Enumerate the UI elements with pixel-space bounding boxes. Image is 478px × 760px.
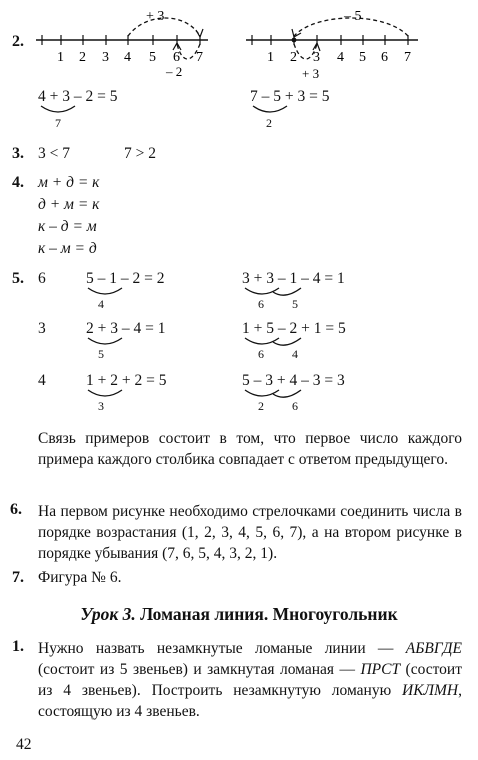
brace-result: 6 xyxy=(258,347,264,361)
brace-result: 6 xyxy=(292,399,298,413)
brace-result: 3 xyxy=(98,399,104,413)
inequality: 7 > 2 xyxy=(124,145,156,162)
task6-text: На первом рисунке необходимо стрелочками соединить числа в порядке возрастания (1, 2, 3, 4, 5, 6, 7), а на втором рисунке в порядке убывания (7, 6, 5, 4, 3, 2, 1). xyxy=(38,503,462,562)
expression: 5 – 1 – 2 = 2 xyxy=(86,270,165,287)
expression: 1 + 2 + 2 = 5 xyxy=(86,372,167,389)
number-line-1 xyxy=(36,6,212,80)
row-number: 6 xyxy=(38,270,46,287)
row-number: 3 xyxy=(38,320,46,337)
tick-label: 7 xyxy=(196,50,203,65)
expression: 3 + 3 – 1 – 4 = 1 xyxy=(242,270,345,287)
tick-label: 7 xyxy=(404,50,411,65)
brace xyxy=(243,336,323,350)
tick-label: 3 xyxy=(313,50,320,65)
lesson-name: Ломаная линия. Многоугольник xyxy=(135,604,398,624)
expression: 2 + 3 – 4 = 1 xyxy=(86,320,166,337)
brace xyxy=(243,388,323,402)
text-segment: , состоящую из 4 звеньев. xyxy=(38,682,462,720)
expression: 5 – 3 + 4 – 3 = 3 xyxy=(242,372,345,389)
task-number-5: 5. xyxy=(12,270,24,287)
brace-result: 2 xyxy=(258,399,264,413)
brace-result: 7 xyxy=(55,116,61,130)
tick-label: 1 xyxy=(267,50,274,65)
lesson-task1-text xyxy=(38,638,462,722)
brace-result: 6 xyxy=(258,297,264,311)
tick-label: 4 xyxy=(337,50,344,65)
number-line-2 xyxy=(246,6,422,80)
task-number-3: 3. xyxy=(12,145,24,162)
tick-label: 6 xyxy=(381,50,388,65)
brace xyxy=(86,286,126,300)
brace xyxy=(86,336,126,350)
arc-minus-label-1: – 2 xyxy=(166,64,183,79)
task-number-2: 2. xyxy=(12,33,24,50)
task-number-7: 7. xyxy=(12,569,24,586)
arc-plus-label-1: + 3 xyxy=(146,9,165,24)
lesson-task-number-1: 1. xyxy=(12,638,24,655)
row-number: 4 xyxy=(38,372,46,389)
expression: 1 + 5 – 2 + 1 = 5 xyxy=(242,320,346,337)
tick-label: 2 xyxy=(290,50,297,65)
task5-explanation: Связь примеров состоит в том, что первое число каждого примера каждого столбика совпадает с ответом предыдущего. xyxy=(38,430,462,468)
expression: 4 + 3 – 2 = 5 xyxy=(38,88,118,105)
inequality: 3 < 7 xyxy=(38,145,70,162)
tick-label: 5 xyxy=(149,50,156,65)
equation: к – д = м xyxy=(38,218,97,235)
brace-result: 5 xyxy=(292,297,298,311)
brace-result: 5 xyxy=(98,347,104,361)
tick-label: 5 xyxy=(359,50,366,65)
page-number: 42 xyxy=(16,736,32,753)
polyline-name: ИКЛМН xyxy=(402,682,459,699)
equation: к – м = д xyxy=(38,240,97,257)
expression: 7 – 5 + 3 = 5 xyxy=(250,88,330,105)
brace xyxy=(86,388,126,402)
lesson-number: Урок 3. xyxy=(80,604,136,624)
tick-label: 4 xyxy=(124,50,131,65)
arc-plus-label-2: + 3 xyxy=(302,66,320,80)
tick-label: 6 xyxy=(173,50,180,65)
tick-label: 1 xyxy=(57,50,64,65)
task7-text: Фигура № 6. xyxy=(38,569,122,586)
polyline-name: АБВГДЕ xyxy=(405,640,462,657)
tick-label: 3 xyxy=(102,50,109,65)
text-segment: (состоит из 4 звеньев). Построить незамкнутую ломаную xyxy=(38,661,462,699)
task-number-4: 4. xyxy=(12,174,24,191)
equation: м + д = к xyxy=(38,174,100,191)
equation: д + м = к xyxy=(38,196,100,213)
brace xyxy=(243,286,323,300)
lesson-title xyxy=(0,604,478,625)
text-segment: (состоит из 5 звеньев) и замкнутая ломаная — xyxy=(38,661,361,678)
tick-label: 2 xyxy=(79,50,86,65)
brace-result: 4 xyxy=(98,297,104,311)
arc-minus-label-2: – 5 xyxy=(344,9,362,24)
polyline-name: ПРСТ xyxy=(360,661,401,678)
text-segment: Нужно назвать незамкнутые ломаные линии — xyxy=(38,640,406,657)
brace-result: 2 xyxy=(266,116,272,130)
task-number-6: 6. xyxy=(10,501,22,518)
brace-result: 4 xyxy=(292,347,298,361)
